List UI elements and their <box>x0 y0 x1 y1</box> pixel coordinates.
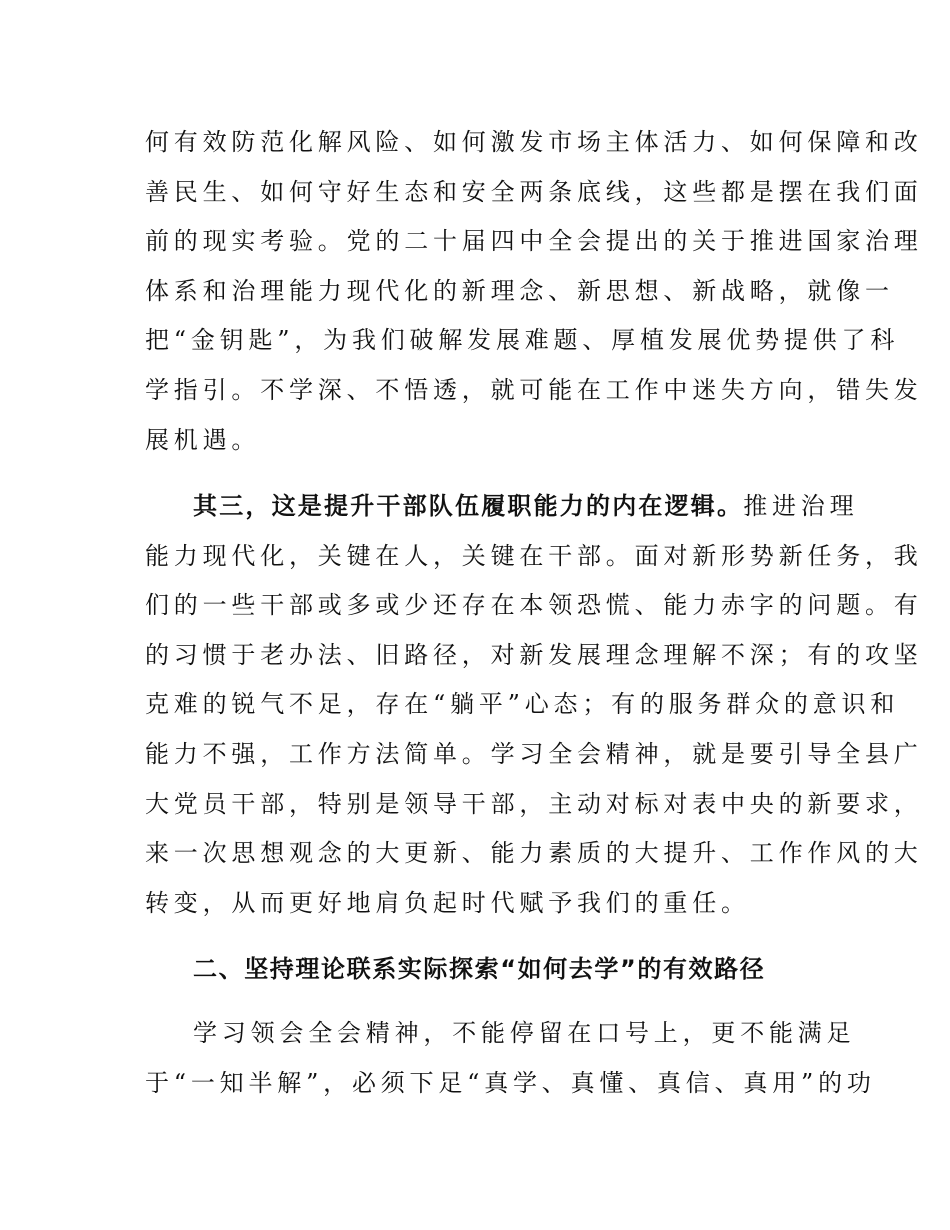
text-line: 何有效防范化解风险、如何激发市场主体活力、如何保障和改 <box>145 128 923 156</box>
text-line: 善民生、如何守好生态和安全两条底线，这些都是摆在我们面 <box>145 177 923 206</box>
text-line: 展机遇。 <box>145 425 261 454</box>
text-line: 体系和治理能力现代化的新理念、新思想、新战略，就像一 <box>145 276 894 305</box>
section-heading-block <box>145 945 825 995</box>
text-line: 把“金钥匙”，为我们破解发展难题、厚植发展优势提供了科 <box>145 326 900 355</box>
text-line: 的习惯于老办法、旧路径，对新发展理念理解不深；有的攻坚 <box>145 640 923 669</box>
text-line: 能力现代化，关键在人，关键在干部。面对新形势新任务，我 <box>145 541 923 570</box>
text-line: 能力不强，工作方法简单。学习全会精神，就是要引导全县广 <box>145 739 923 768</box>
text-line: 于“一知半解”，必须下足“真学、真懂、真信、真用”的功 <box>145 1068 876 1097</box>
text-line <box>145 482 859 532</box>
text-line: 学指引。不学深、不悟透，就可能在工作中迷失方向，错失发 <box>145 375 923 404</box>
bold-lead-sentence: 其三，这是提升干部队伍履职能力的内在逻辑。 <box>193 492 744 520</box>
text-line: 来一次思想观念的大更新、能力素质的大提升、工作作风的大 <box>145 839 923 868</box>
text-line: 大党员干部，特别是领导干部，主动对标对表中央的新要求， <box>145 789 923 818</box>
text-line: 学习领会全会精神，不能停留在口号上，更不能满足 <box>193 1019 856 1047</box>
paragraph-risk-challenges <box>145 118 923 465</box>
text-line: 克难的锐气不足，存在“躺平”心态；有的服务群众的意识和 <box>145 690 900 719</box>
text-span: 推进治理 <box>743 492 859 520</box>
paragraph-how-to-learn <box>145 1009 876 1108</box>
text-line: 们的一些干部或多或少还存在本领恐慌、能力赤字的问题。有 <box>145 591 923 620</box>
section-heading: 二、坚持理论联系实际探索“如何去学”的有效路径 <box>193 955 766 983</box>
text-line: 转变，从而更好地肩负起时代赋予我们的重任。 <box>145 888 750 917</box>
paragraph-cadre-capability <box>145 482 923 928</box>
text-line: 前的现实考验。党的二十届四中全会提出的关于推进国家治理 <box>145 227 923 256</box>
